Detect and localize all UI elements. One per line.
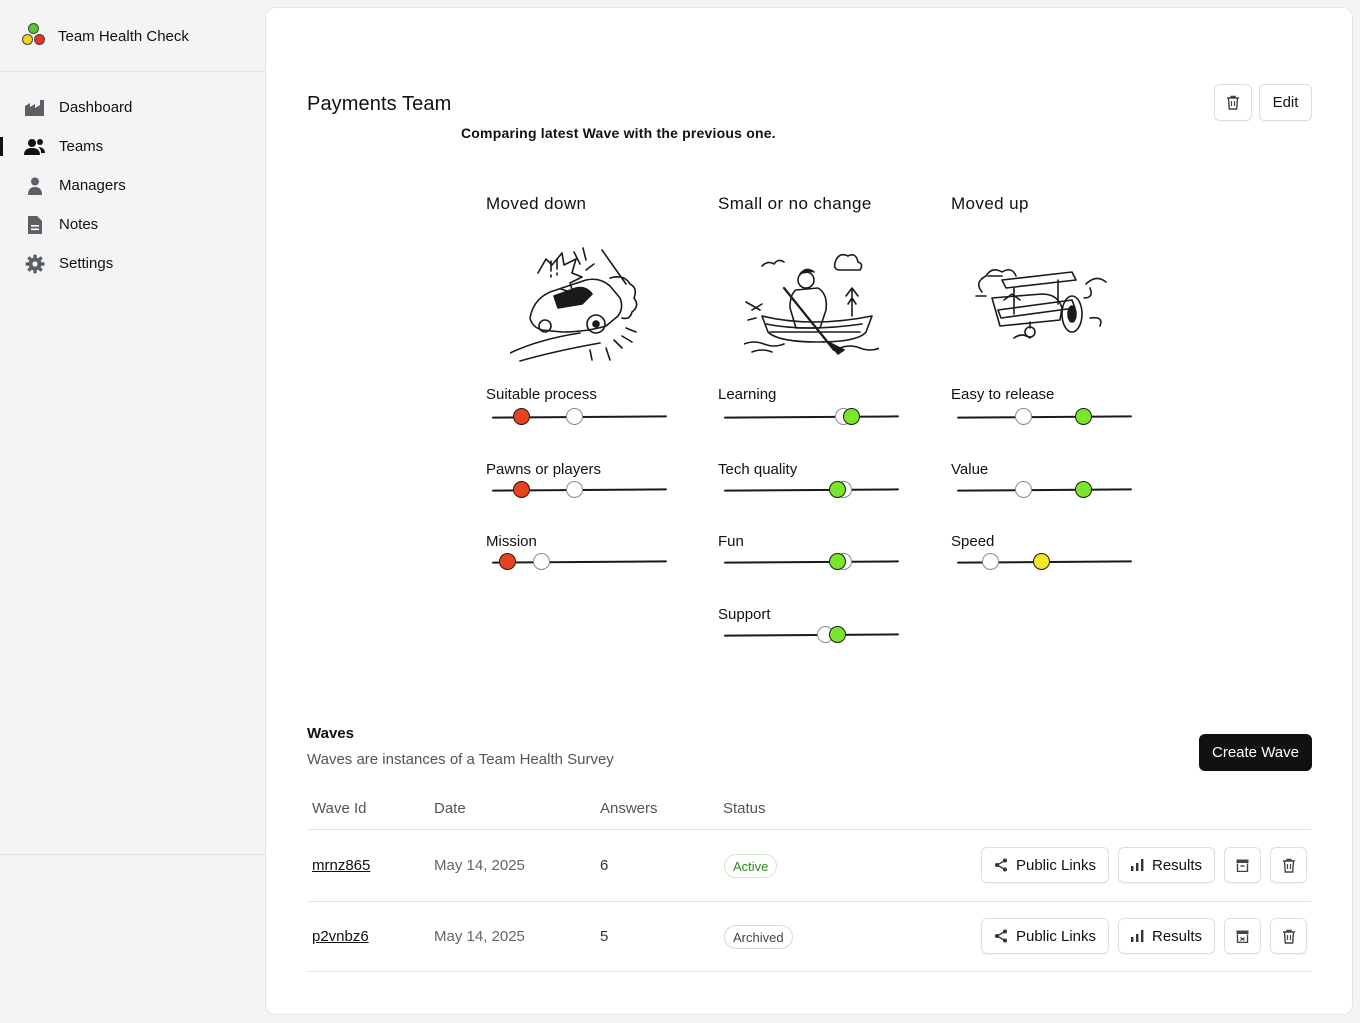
metric-slider (957, 478, 1132, 502)
bar-chart-icon (1131, 930, 1144, 942)
metric-label-easy-to-release: Easy to release (951, 386, 1055, 403)
share-icon (994, 929, 1008, 943)
metric-slider (492, 550, 667, 574)
results-label: Results (1151, 927, 1203, 945)
archive-wave-button[interactable] (1224, 847, 1261, 883)
metric-label-support: Support (718, 606, 771, 623)
wave-date: May 14, 2025 (434, 857, 525, 874)
sidebar-item-notes[interactable] (0, 205, 265, 244)
sidebar (0, 0, 265, 1023)
biplane-illustration (974, 258, 1114, 350)
manager-icon (24, 176, 46, 196)
waves-section-title: Waves (307, 725, 354, 742)
metric-slider (724, 478, 899, 502)
trash-icon (1282, 929, 1296, 944)
results-button[interactable] (1118, 847, 1215, 883)
current-wave-marker (1033, 553, 1050, 570)
sidebar-item-label: Notes (59, 216, 99, 233)
current-wave-marker (1075, 481, 1092, 498)
metric-label-suitable-process: Suitable process (486, 386, 597, 403)
unarchive-wave-button[interactable] (1224, 918, 1261, 954)
metric-slider (492, 478, 667, 502)
current-wave-marker (513, 481, 530, 498)
current-wave-marker (513, 408, 530, 425)
status-badge: Archived (724, 925, 793, 949)
wave-answers: 6 (600, 857, 609, 874)
results-label: Results (1151, 856, 1203, 874)
previous-wave-marker (1015, 408, 1032, 425)
table-row-divider (307, 901, 1311, 902)
current-wave-marker (843, 408, 860, 425)
sidebar-divider (0, 854, 265, 855)
metric-label-learning: Learning (718, 386, 777, 403)
column-heading-moved-down: Moved down (486, 194, 587, 213)
column-heading-small-change: Small or no change (718, 194, 872, 213)
previous-wave-marker (1015, 481, 1032, 498)
table-row-divider (307, 971, 1311, 972)
public-links-button[interactable] (981, 847, 1109, 883)
sidebar-item-dashboard[interactable] (0, 88, 265, 127)
delete-team-button[interactable] (1214, 84, 1252, 121)
metric-slider (724, 405, 899, 429)
rowing-boat-illustration (744, 248, 879, 358)
brand[interactable] (22, 22, 189, 50)
wave-id-link[interactable]: mrnz865 (312, 857, 371, 874)
public-links-label: Public Links (1015, 927, 1097, 945)
sidebar-item-label: Managers (59, 177, 126, 194)
current-wave-marker (829, 626, 846, 643)
metric-label-mission: Mission (486, 533, 537, 550)
unarchive-icon (1236, 930, 1249, 943)
public-links-button[interactable] (981, 918, 1109, 954)
previous-wave-marker (533, 553, 550, 570)
bar-chart-icon (1131, 859, 1144, 871)
metric-slider (724, 623, 899, 647)
metric-label-pawns-or-players: Pawns or players (486, 461, 602, 478)
sidebar-item-label: Dashboard (59, 99, 133, 116)
sidebar-nav (0, 88, 265, 283)
delete-wave-button[interactable] (1270, 918, 1307, 954)
column-header-answers: Answers (600, 800, 658, 817)
previous-wave-marker (566, 408, 583, 425)
column-header-date: Date (434, 800, 466, 817)
share-icon (994, 858, 1008, 872)
comparison-subtitle: Comparing latest Wave with the previous one. (461, 125, 776, 141)
metric-label-fun: Fun (718, 533, 744, 550)
slider-track (957, 488, 1132, 491)
sidebar-item-settings[interactable] (0, 244, 265, 283)
previous-wave-marker (566, 481, 583, 498)
sidebar-item-teams[interactable] (0, 127, 265, 166)
wave-id-link[interactable]: p2vnbz6 (312, 928, 369, 945)
waves-section-description: Waves are instances of a Team Health Survey (307, 751, 614, 768)
gear-icon (24, 254, 46, 274)
results-button[interactable] (1118, 918, 1215, 954)
slider-track (724, 633, 899, 636)
team-detail-card (265, 7, 1353, 1015)
slider-track (957, 415, 1132, 418)
archive-icon (1236, 859, 1249, 872)
sidebar-item-label: Teams (59, 138, 104, 155)
column-header-wave-id: Wave Id (312, 800, 367, 817)
dashboard-icon (24, 98, 46, 118)
wave-answers: 5 (600, 928, 609, 945)
car-crash-illustration (510, 238, 645, 363)
app-title: Team Health Check (58, 27, 189, 45)
sidebar-item-managers[interactable] (0, 166, 265, 205)
wave-date: May 14, 2025 (434, 928, 525, 945)
delete-wave-button[interactable] (1270, 847, 1307, 883)
column-header-status: Status (723, 800, 766, 817)
status-badge: Active (724, 854, 777, 878)
teams-icon (24, 137, 46, 157)
metric-label-speed: Speed (951, 533, 995, 550)
column-heading-moved-up: Moved up (951, 194, 1029, 213)
metric-slider (957, 550, 1132, 574)
edit-team-button[interactable]: Edit (1259, 84, 1312, 121)
current-wave-marker (1075, 408, 1092, 425)
trash-icon (1282, 858, 1296, 873)
slider-track (724, 415, 899, 418)
metric-label-tech-quality: Tech quality (718, 461, 798, 478)
notes-icon (24, 215, 46, 235)
public-links-label: Public Links (1015, 856, 1097, 874)
slider-track (724, 560, 899, 563)
traffic-light-logo-icon (22, 23, 46, 49)
slider-track (724, 488, 899, 491)
table-header-divider (307, 829, 1311, 830)
create-wave-button[interactable]: Create Wave (1199, 734, 1312, 771)
slider-track (492, 560, 667, 563)
metric-slider (957, 405, 1132, 429)
metric-slider (492, 405, 667, 429)
trash-icon (1226, 95, 1240, 110)
sidebar-item-label: Settings (59, 255, 114, 272)
metric-slider (724, 550, 899, 574)
metric-label-value: Value (951, 461, 989, 478)
sidebar-divider (0, 71, 265, 72)
current-wave-marker (499, 553, 516, 570)
page-title: Payments Team (307, 93, 452, 115)
previous-wave-marker (982, 553, 999, 570)
